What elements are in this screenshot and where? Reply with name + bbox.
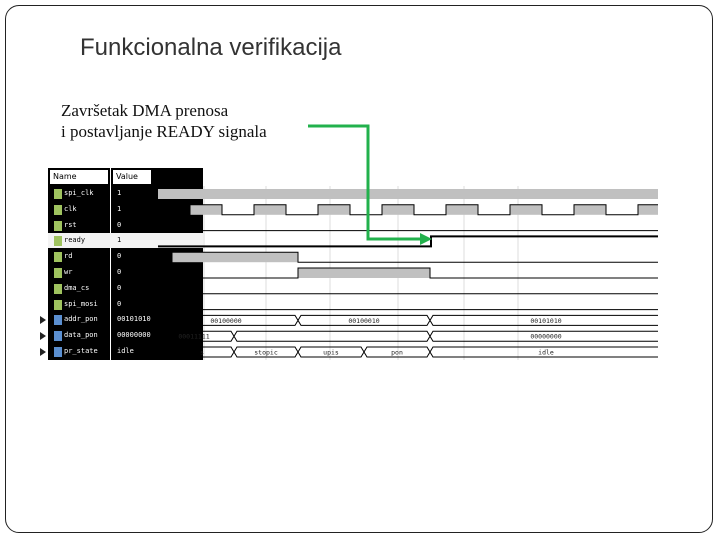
- bus-value-label: pon: [391, 348, 403, 357]
- bus-value-label: stopic: [254, 348, 278, 357]
- bus-icon: [54, 331, 62, 341]
- waveform-window: [48, 168, 658, 360]
- expand-arrow-icon[interactable]: [40, 332, 46, 340]
- signal-name-data_pon[interactable]: data_pon: [64, 331, 98, 340]
- signal-value-rst: 0: [117, 220, 122, 229]
- bus-value-label: 00000000: [530, 332, 562, 341]
- clk-high-segment: [382, 205, 414, 215]
- signal-name-pr_state[interactable]: pr_state: [64, 347, 98, 355]
- ready-high: [431, 236, 658, 246]
- waveform-plot[interactable]: [158, 168, 658, 360]
- signal-icon: [54, 221, 62, 231]
- annotation-line-1: Završetak DMA prenosa: [61, 101, 229, 120]
- signal-icon: [54, 189, 62, 199]
- expand-arrow-icon[interactable]: [40, 316, 46, 324]
- bus-segment: [158, 347, 170, 357]
- signal-name-addr_pon[interactable]: addr_pon: [64, 315, 98, 324]
- signal-name-wr[interactable]: wr: [64, 268, 73, 276]
- value-column-header[interactable]: Value: [113, 170, 151, 184]
- signal-value-addr_pon: 00101010: [117, 315, 151, 324]
- signal-value-spi_mosi: 0: [117, 299, 122, 308]
- signal-value-dma_cs: 0: [117, 283, 122, 292]
- signal-name-spi_clk[interactable]: spi_clk: [64, 189, 94, 197]
- ready-wave: [158, 236, 658, 246]
- rd-high-segment: [172, 252, 298, 262]
- signal-value-rd: 0: [117, 252, 122, 261]
- signal-icon: [54, 252, 62, 262]
- clk-high-segment: [318, 205, 350, 215]
- signal-value-data_pon: 00000000: [117, 331, 151, 340]
- bus-segment: [234, 331, 430, 341]
- expand-arrow-icon[interactable]: [40, 348, 46, 356]
- bus-icon: [54, 315, 62, 325]
- signal-name-dma_cs[interactable]: dma_cs: [64, 283, 90, 292]
- bus-value-label: upis: [323, 348, 339, 357]
- clk-high-segment: [510, 205, 542, 215]
- signal-name-rd[interactable]: rd: [64, 252, 73, 261]
- spi-clk-wave: [158, 189, 658, 199]
- clk-high-segment: [446, 205, 478, 215]
- signal-icon: [54, 268, 62, 278]
- signal-name-column: [48, 168, 110, 360]
- signal-icon: [54, 236, 62, 246]
- bus-value-label: 00101010: [530, 316, 562, 325]
- bus-value-label: 00100000: [210, 316, 242, 325]
- annotation: [61, 100, 267, 142]
- signal-name-clk[interactable]: clk: [64, 204, 77, 213]
- bus-value-label: s: [200, 348, 204, 357]
- clk-high-segment: [190, 205, 222, 215]
- signal-value-wr: 0: [117, 268, 122, 276]
- slide-title: Funkcionalna verifikacija: [80, 34, 342, 61]
- bus-value-label: 00100010: [348, 316, 380, 325]
- signal-name-spi_mosi[interactable]: spi_mosi: [64, 299, 98, 308]
- bus-value-label: 00011111: [178, 332, 210, 341]
- signal-icon: [54, 284, 62, 294]
- signal-name-ready[interactable]: ready: [64, 236, 86, 245]
- signal-value-clk: 1: [117, 204, 122, 213]
- signal-value-ready: 1: [117, 236, 122, 245]
- signal-icon: [54, 300, 62, 310]
- signal-name-rst[interactable]: rst: [64, 220, 77, 229]
- clk-high-segment: [574, 205, 606, 215]
- bus-value-label: idle: [538, 348, 554, 357]
- wr-high-segment: [298, 268, 430, 278]
- name-column-header[interactable]: Name: [50, 170, 108, 184]
- annotation-line-2: i postavljanje READY signala: [61, 122, 267, 141]
- signal-icon: [54, 205, 62, 215]
- clk-high-segment: [254, 205, 286, 215]
- signal-value-pr_state: idle: [117, 347, 134, 355]
- bus-icon: [54, 347, 62, 357]
- signal-value-spi_clk: 1: [117, 189, 122, 197]
- clk-high-segment: [638, 205, 658, 215]
